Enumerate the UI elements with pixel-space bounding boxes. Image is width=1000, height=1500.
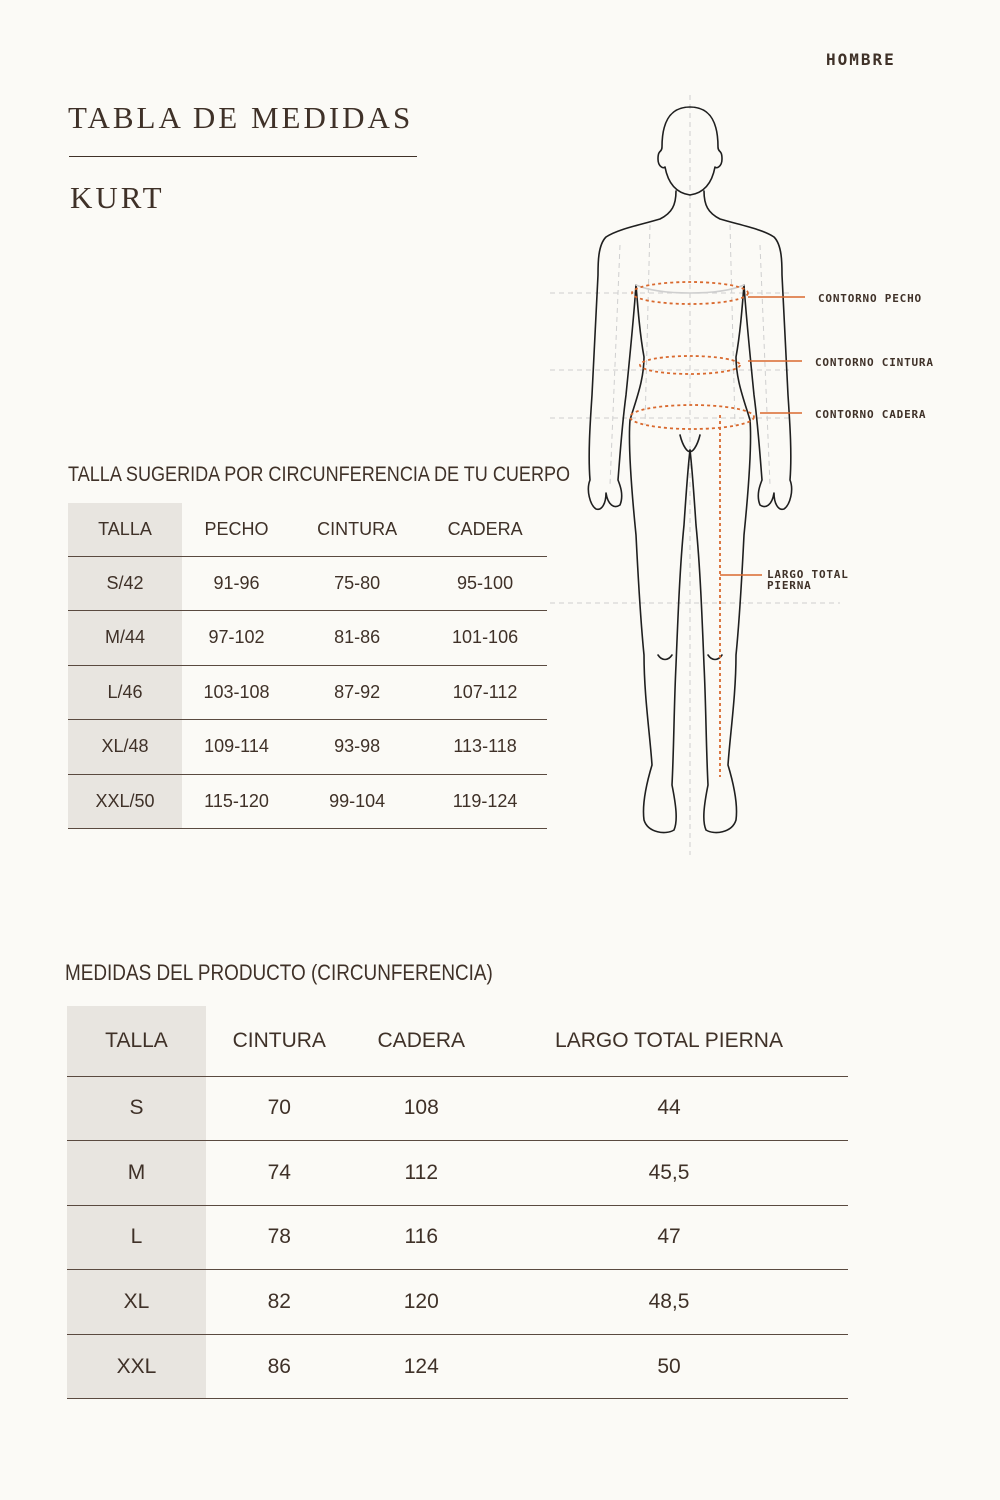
label-chest: CONTORNO PECHO (818, 292, 922, 305)
header-cell: TALLA (67, 1006, 206, 1076)
value-cell: 78 (267, 1225, 291, 1249)
size-cell: L/46 (68, 665, 182, 720)
value-cell: 108 (403, 1096, 439, 1120)
page-title: TABLA DE MEDIDAS (68, 100, 414, 135)
label-waist: CONTORNO CINTURA (815, 356, 934, 369)
size-cell: M (67, 1141, 206, 1206)
value-cell: 95-100 (457, 572, 514, 593)
label-leg-length (767, 569, 849, 591)
value-cell: 115-120 (204, 790, 269, 811)
value-cell: 82 (267, 1290, 291, 1314)
value-cell: 124 (403, 1354, 439, 1378)
value-cell: 113-118 (453, 736, 517, 757)
table-row (68, 720, 547, 775)
table-row (68, 665, 547, 720)
size-cell: XXL (67, 1334, 206, 1399)
gender-label: HOMBRE (826, 50, 896, 69)
header-cell: CADERA (377, 1028, 466, 1052)
size-cell: M/44 (68, 611, 182, 666)
value-cell: 93-98 (334, 736, 381, 757)
size-cell: XXL/50 (68, 774, 182, 829)
header-cell: CADERA (447, 518, 523, 539)
value-cell: 70 (267, 1096, 291, 1120)
value-cell: 50 (657, 1354, 681, 1378)
table-row (67, 1141, 848, 1206)
guide-lines (550, 95, 840, 855)
value-cell: 87-92 (334, 681, 381, 702)
body-measurement-diagram (540, 95, 960, 865)
value-cell: 81-86 (334, 627, 381, 648)
body-size-table (68, 503, 547, 829)
table-row (68, 556, 547, 611)
header-cell: PECHO (204, 518, 269, 539)
table-row (68, 611, 547, 666)
value-cell: 99-104 (329, 790, 386, 811)
value-cell: 86 (267, 1354, 291, 1378)
value-cell: 97-102 (208, 627, 265, 648)
table-row (67, 1270, 848, 1335)
value-cell: 103-108 (203, 681, 270, 702)
value-cell: 45,5 (648, 1160, 690, 1184)
label-hip: CONTORNO CADERA (815, 408, 927, 421)
size-cell: L (67, 1205, 206, 1270)
value-cell: 107-112 (452, 681, 518, 702)
value-cell: 109-114 (204, 736, 269, 757)
value-cell: 47 (657, 1225, 681, 1249)
size-cell: S (67, 1076, 206, 1141)
table-row (68, 774, 547, 829)
value-cell: 44 (657, 1096, 681, 1120)
product-name: KURT (70, 180, 165, 215)
header-cell: LARGO TOTAL PIERNA (555, 1028, 783, 1052)
table-row (67, 1076, 848, 1141)
value-cell: 112 (404, 1160, 439, 1184)
value-cell: 120 (403, 1290, 439, 1314)
header-cell: CINTURA (317, 518, 398, 539)
body-table-title: TALLA SUGERIDA POR CIRCUNFERENCIA DE TU CUERPO (68, 463, 571, 486)
header-cell: CINTURA (232, 1028, 326, 1052)
label-leg-line2: PIERNA (767, 579, 812, 592)
size-cell: XL/48 (68, 720, 182, 775)
table-header-row (68, 503, 547, 556)
header-cell: TALLA (68, 503, 182, 556)
table-row (67, 1205, 848, 1270)
value-cell: 91-96 (213, 572, 260, 593)
table-header-row (67, 1006, 848, 1076)
table-row (67, 1334, 848, 1399)
title-divider (69, 156, 417, 157)
value-cell: 74 (267, 1160, 291, 1184)
product-size-table (67, 1006, 848, 1399)
value-cell: 101-106 (452, 627, 519, 648)
size-cell: S/42 (68, 556, 182, 611)
label-leg-line1: LARGO TOTAL (767, 568, 849, 581)
value-cell: 116 (404, 1225, 439, 1249)
product-table-title: MEDIDAS DEL PRODUCTO (CIRCUNFERENCIA) (65, 960, 493, 985)
value-cell: 119-124 (452, 790, 518, 811)
size-cell: XL (67, 1270, 206, 1335)
label-leaders (720, 297, 805, 575)
value-cell: 48,5 (648, 1290, 690, 1314)
value-cell: 75-80 (334, 572, 381, 593)
